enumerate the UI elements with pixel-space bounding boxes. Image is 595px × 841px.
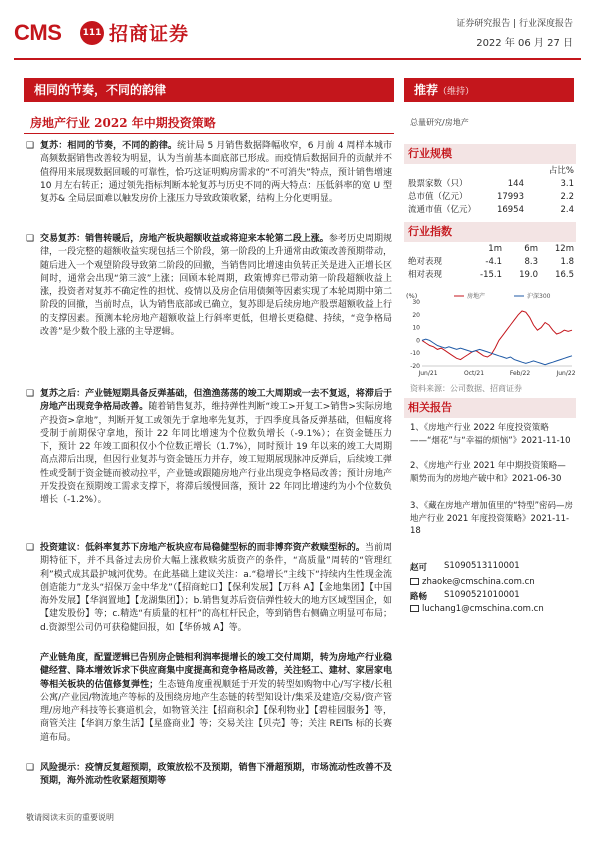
x-tick-label: Jun/21	[418, 370, 438, 377]
report-subtitle: 房地产行业 2022 年中期投资策略	[30, 116, 216, 130]
row-share: 2.4	[560, 205, 574, 215]
paragraph-industry-chain	[26, 652, 392, 745]
col-header: 6m	[524, 244, 538, 254]
index-performance-chart	[404, 290, 576, 380]
logo-chinese-name: 招商证券	[109, 23, 190, 45]
analyst-entry	[410, 590, 520, 602]
y-tick-label: -20	[410, 363, 420, 370]
header-meta	[456, 17, 573, 51]
email-text: luchang1@cmschina.com.cn	[422, 604, 544, 614]
related-report-link[interactable]: 3、《藏在房地产增加值里的“特型”密码—房地产行业 2021 年度投资策略》2021-11-18	[410, 501, 573, 536]
index-title: 行业指数	[404, 222, 576, 242]
market-size-table	[408, 165, 574, 217]
x-tick-label: Feb/22	[509, 370, 531, 377]
paragraph-text: 统计局 5 月销售数据降幅收窄，6 月前 4 周样本城市高频数据销售改善较为明显，认为当前基本面底部已形成。而疫情后数据回升的贡献并不值得用来展现数据回暖的可靠性，恰巧这证明购房需求的“不可消失”特点，预计销售增速 10 月左右转正；通过领先指标判断本轮复苏与历史不同的两大特点：压低斜率的宽 U 型复苏& 全局层面难以触发房价上涨压力导致政策收紧，结构上分化更明显。	[40, 141, 392, 205]
col-header: 1m	[488, 244, 502, 254]
cell: -15.1	[480, 270, 502, 280]
paragraph-risk	[26, 762, 392, 789]
y-tick-label: 30	[412, 299, 420, 306]
legend-label: 房地产	[467, 293, 486, 300]
email-text: zhaoke@cmschina.com.cn	[422, 577, 535, 587]
chart-unit-label: (%)	[406, 292, 418, 300]
cell: -4.1	[485, 257, 502, 267]
related-reports-title: 相关报告	[404, 398, 576, 418]
legend-label: 沪深300	[527, 293, 551, 300]
table-row	[408, 269, 574, 282]
series-line	[422, 311, 572, 360]
cell: 19.0	[519, 270, 538, 280]
row-share: 3.1	[560, 179, 574, 189]
analyst-name: 赵可	[410, 563, 428, 573]
analyst-email[interactable]	[410, 577, 535, 587]
row-value: 16954	[496, 205, 524, 215]
y-tick-label: -10	[410, 350, 420, 358]
series-line	[422, 339, 572, 365]
bullet-icon: ❑	[26, 234, 35, 244]
paragraph-text: 参考历史周期规律，一段完整的超额收益实现包括三个阶段，第一阶段的上升通常由政策改善预期带动，随后进入一个观望阶段导致第二阶段的回撤，当销售同比增速由负转正关是进入正增长区间时，通常会出现“第三波”上涨；回顾本轮周期，政策博弈已带动第一阶段超额收益上涨，投资者对复苏不确定性的担忧、疫情以及房企信用债频等因素实现了本轮周期中第二阶段的回撤，当前时点，认为销售底部或已确立，复苏即是后续房地产股票超额收益上行的支撑因素。预测本轮房地产超额收益上行斜率更低，但增长更稳健、持续，“竞争格局改善”是少数个股上涨的主导逻辑。	[40, 234, 392, 338]
table-row	[408, 191, 574, 204]
row-label: 股票家数（只）	[408, 179, 468, 189]
analyst-email[interactable]	[410, 604, 544, 614]
row-share: 2.2	[560, 192, 574, 202]
table-row	[408, 204, 574, 217]
row-label: 绝对表现	[408, 257, 443, 267]
rating-label: 推荐	[414, 83, 439, 97]
y-tick-label: 10	[412, 324, 420, 332]
rating-category: 总量研究/房地产	[410, 118, 469, 127]
analyst-code: S1090513110001	[444, 561, 520, 571]
cell: 1.8	[560, 257, 574, 267]
paragraph-investment	[26, 542, 392, 635]
bullet-icon: ❑	[26, 763, 35, 773]
market-size-title: 行业规模	[404, 144, 576, 164]
report-type: 证券研究报告 | 行业深度报告	[456, 19, 573, 29]
chart-source: 资料来源：公司数据、招商证券	[410, 384, 522, 393]
analyst-code: S1090521010001	[444, 590, 520, 600]
paragraph-lead: 交易复苏：销售转暖后，房地产板块超额收益或将迎来本轮第二段上涨。	[40, 234, 329, 244]
table-row	[408, 256, 574, 269]
analyst-name: 路畅	[410, 592, 428, 602]
x-tick-label: Jun/22	[556, 370, 576, 377]
row-value: 144	[507, 179, 524, 189]
y-tick-label: 0	[416, 337, 420, 345]
row-label: 总市值（亿元）	[408, 192, 468, 202]
paragraph-lead: 复苏之后：产业链短期具备反弹基础，但渔渔荡荡的竣工大周期或一去不复返，将滞后于房地产出现竞争格局改善。	[40, 389, 392, 413]
main-title-banner	[24, 78, 394, 102]
cell: 8.3	[524, 257, 538, 267]
footer-note: 敬请阅读末页的重要说明	[26, 813, 114, 822]
row-label: 相对表现	[408, 270, 443, 280]
paragraph-lead: 产业链角度，配置逻辑已告别房企链相利润率提增长的竣工交付周期，转为房地产行业稳健经营、降本增效诉求下供应商集中度提高和竞争格局改善，关注轻工、建材、家居家电等相关板块的估值修复弹性；	[40, 653, 392, 690]
main-title: 相同的节奏，不同的韵律	[34, 83, 167, 97]
paragraph-text: 疫情反复超预期，政策放松不及预期，销售下滑超预期，市场流动性改善不及预期，海外流动性收紧超预期等	[40, 763, 392, 787]
subtitle-divider	[24, 133, 394, 134]
rating-banner	[404, 78, 574, 102]
cell: 16.5	[555, 270, 574, 280]
paragraph-trading	[26, 233, 392, 339]
mail-icon	[410, 605, 419, 612]
bullet-icon: ❑	[26, 389, 35, 399]
rating-sub: （维持）	[438, 87, 475, 97]
table-header	[408, 165, 574, 178]
paragraph-recovery	[26, 140, 392, 206]
header-divider	[14, 58, 581, 60]
paragraph-text: 当前周期特征下，并不具备过去房价大幅上涨救赎劣质资产的条件，“高质量”周转的“管理红利”模式成其最护城河优势。在此基础上建议关注：a.“稳增长”主线下“持续内生性现金流创造能力”龙头“招保万金中华龙”（【招商蛇口】【保利发展】【万科 A】【金地集团】【中国海外发展】【华润置地】【龙湖集团】）；b.销售复苏后资信弹性较大的地方区域型国企，如【建发股份】等；c.精选“有质量的杠杆”的高杠杆民企，等到销售右侧确立明显可布局；d.资源型公司仍可获稳健回报，如【华侨城 A】等。	[40, 543, 392, 633]
y-tick-label: 20	[412, 311, 420, 319]
row-value: 17993	[496, 192, 524, 202]
bullet-icon: ❑	[26, 543, 35, 553]
related-report-link[interactable]: 2、《房地产行业 2021 年中期投资策略—顺势而为的房地产破中和》2021-06-30	[410, 461, 566, 484]
paragraph-lead: 风险提示：	[40, 763, 86, 773]
company-logo	[14, 18, 214, 48]
mail-icon	[410, 578, 419, 585]
col-header: 12m	[554, 244, 574, 254]
row-label: 流通市值（亿元）	[408, 205, 477, 215]
paragraph-lead: 投资建议：低斜率复苏下房地产板块应布局稳健型标的而非博弈资产救赎型标的。	[40, 543, 365, 553]
index-table	[408, 243, 574, 282]
x-tick-label: Oct/21	[463, 370, 485, 377]
paragraph-text: 随着销售复苏，维持弹性判断“竣工>开复工>销售>实际房地产投资>拿地”，判断开复工或领先于拿地率先复苏，于四季度具备反弹基础，但幅度将受制于前期保守拿地，预计 22 年同比增速为个位数负增长（-9.1%）；在资金链压力下，预计 22 年竣工面积仅小个位数正增长（1.7%），同时预计 19 年以来的竣工大周期高点滞后出现，但因行业复苏与资金链压力并存，竣工短期展现脉冲反弹后，后续竣工弹性或受制于资金链而被动拉平，产业链或跟随房地产行业出现竞争格局改善；预计房地产开发投资在预期竣工需求支撑下，将滞后缓慢回落，预计 22 年同比增速约为小个位数负增长（-1.2%）。	[40, 402, 392, 506]
analyst-entry	[410, 561, 520, 573]
table-header	[408, 243, 574, 256]
logo-badge-icon: 111	[80, 21, 104, 45]
bullet-icon: ❑	[26, 141, 35, 151]
report-date: 2022 年 06 月 27 日	[476, 38, 573, 49]
share-header: 占比%	[548, 166, 574, 176]
logo-cms-text: CMS	[14, 20, 62, 45]
table-row	[408, 178, 574, 191]
related-report-link[interactable]: 1、《房地产行业 2022 年度投资策略——“烟花”与“幸福的烦恼”》2021-11-10	[410, 423, 571, 446]
paragraph-after-recovery	[26, 388, 392, 508]
paragraph-lead: 复苏：相同的节奏，不同的韵律。	[40, 141, 178, 151]
paragraph-text: 生态链角度重视顺延于开发的转型如购物中心/写字楼/长租公寓/产业园/物流地产等标的及围绕房地产生态链的转型知设计/集采及建造/交易/资产管理/房地产科技等长赛道机会，如物管关注【招商积余】【保利物业】【碧桂园服务】等，商管关注【华润万象生活】【星盛商业】等；交易关注【贝壳】等；关注 REITs 标的长赛道布局。	[40, 679, 392, 743]
